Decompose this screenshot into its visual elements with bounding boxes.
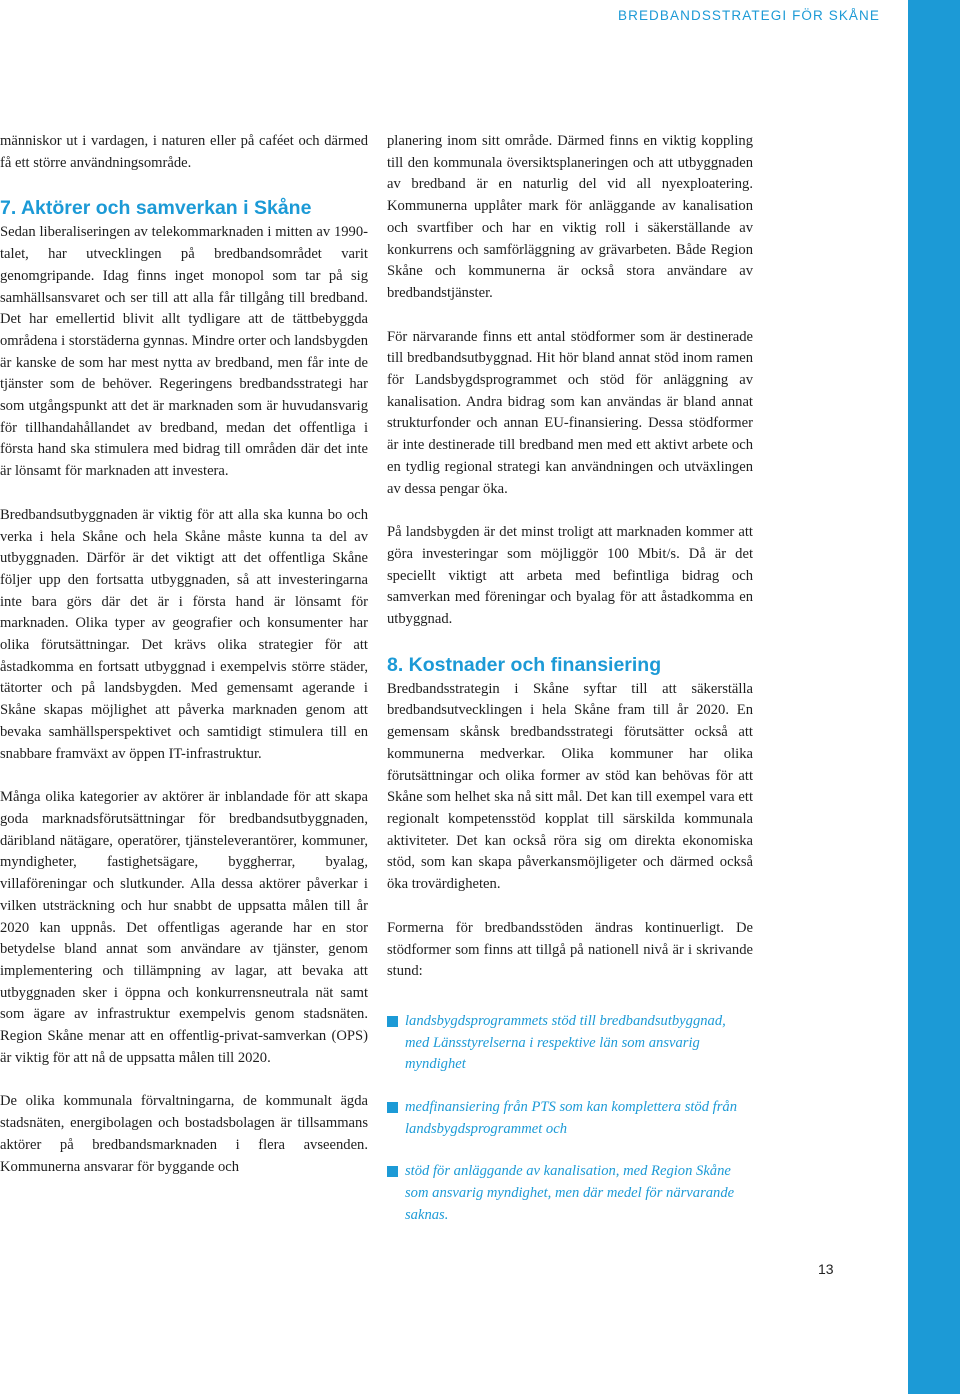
section-heading-7: 7. Aktörer och samverkan i Skåne	[0, 197, 312, 220]
section-heading-8: 8. Kostnader och finansiering	[387, 653, 662, 676]
accent-side-bar	[908, 0, 960, 1394]
paragraph: De olika kommunala förvaltningarna, de kommunalt ägda stadsnäten, energibolagen och bostadsbolagen är tillsammans aktörer på bredbandsmarknaden i flera avseenden. Kommunerna ansvarar för byggande och	[0, 1093, 368, 1175]
paragraph: Sedan liberaliseringen av telekommarknaden i mitten av 1990-talet, har utvecklingen på bredbandsområdet varit genomgripande. Idag finns inget monopol som tar på sig samhällsansvaret och ser till att alla får tillgång till bredband. Det har emellertid blivit allt tydligare att de tättbebyggda områdena i storstäderna gynnas. Mindre orter och landsbygden är kanske de som har mest nytta av bredband, men får inte de tjänster som de behöver. Regeringens bredbandsstrategi har som utgångspunkt att det är marknaden som är huvudansvarig för tillhandahållandet av bredband, medan det offentliga i första hand ska stimulera med bidrag till områden där det inte är lönsamt för marknaden att investera.	[0, 224, 368, 480]
square-bullet-icon	[387, 1166, 398, 1177]
list-item	[387, 1097, 753, 1140]
paragraph: Formerna för bredbandsstöden ändras kontinuerligt. De stödformer som finns att tillgå på nationell nivå är i skrivande stund:	[387, 919, 753, 980]
square-bullet-icon	[387, 1016, 398, 1027]
paragraph: människor ut i vardagen, i naturen eller på caféet och därmed få ett större användningsområde.	[0, 133, 368, 171]
page-number: 13	[818, 1261, 834, 1277]
list-item-text: stöd för anläggande av kanalisation, med Region Skåne som ansvarig myndighet, men där medel för närvarande saknas.	[405, 1163, 735, 1223]
paragraph: För närvarande finns ett antal stödformer som är destinerade till bredbandsutbyggnad. Hit hör bland annat stöd inom ramen för Landsbygdsprogrammet och stöd för anläggning av kanalisation. Andra bidrag som kan användas är bland annat strukturfonder och annan EU-finansiering. Dessa stödformer är inte destinerade till bredband men med ett aktivt arbete och en tydlig regional strategi kan användningen och utväxlingen av dessa pengar öka.	[387, 328, 753, 497]
list-item	[387, 1161, 753, 1226]
list-item	[387, 1011, 753, 1076]
list-item-text: medfinansiering från PTS som kan komplettera stöd från landsbygdsprogrammet och	[405, 1099, 737, 1137]
right-column	[387, 131, 753, 1248]
paragraph: På landsbygden är det minst troligt att marknaden kommer att göra investeringar som möjliggör 100 Mbit/s. Då är det speciellt viktigt att arbeta med befintliga bidrag och samverkan med föreningar och byalag för att åstadkomma en utbyggnad.	[387, 524, 753, 628]
paragraph: planering inom sitt område. Därmed finns en viktig koppling till den kommunala översiktsplaneringen och att utbyggnaden av bredband är en naturlig del vid all nyexploatering. Kommunerna upplåter mark för anläggande av kanalisation och svartfiber och har en viktig roll i säkerställande av konkurrens och samförläggning av grävarbeten. Både Region Skåne och kommunerna är också stora användare av bredbandstjänster.	[387, 133, 753, 301]
support-forms-list	[387, 1011, 753, 1227]
list-item-text: landsbygdsprogrammets stöd till bredbandsutbyggnad, med Länsstyrelserna i respektive län som ansvarig myndighet	[405, 1012, 726, 1073]
paragraph: Bredbandsutbyggnaden är viktig för att alla ska kunna bo och verka i hela Skåne och hela Skåne måste kunna ta del av utbyggnaden. Därför är det viktigt att det offentliga Skåne följer upp den fortsatta utbyggnaden, så att investeringarna inte bara görs där det är i första hand är lönsamt för marknaden. Olika typer av geografier och konsumenter har olika förutsättningar. Det krävs olika strategier för att åstadkomma en fortsatt utbyggnad i exempelvis större städer, tätorter och på landsbygden. Med gemensamt agerande i Skåne skapas möjlighet att påverka marknaden genom att bevaka samhällsperspektivet och samtidigt stimulera till en snabbare framväxt av öppen IT-infrastruktur.	[0, 506, 368, 762]
paragraph: Bredbandsstrategin i Skåne syftar till att säkerställa bredbandsutvecklingen i hela Skåne fram till år 2020. En gemensam skånsk bredbandsstrategi förutsätter också att kommunerna medverkar. Olika kommuner har olika förutsättningar och olika former av stöd kan behövas för att Skåne som helhet ska nå sitt mål. Det kan till exempel vara ett regionalt kompetensstöd kopplat till särskilda kommunala aktiviteter. Det kan också röra sig om direkta ekonomiska stöd, som kan skapa påverkansmöjligeter och därmed också öka trovärdigheten.	[387, 680, 753, 893]
paragraph: Många olika kategorier av aktörer är inblandade för att skapa goda marknadsförutsättningar för bredbandsutbyggnaden, däribland nätägare, operatörer, tjänsteleverantörer, kommuner, myndigheter, fastighetsägare, byggherrar, byalag, villaföreningar och slutkunder. Alla dessa aktörer påverkar i vilken utsträckning och hur snabbt de uppsatta målen till år 2020 kan uppnås. Det offentligas agerande har en stor betydelse bland annat som användare av tjänster, genom implementering och tillämpning av lagar, att bevaka att utbyggnaden sker i öppna och konkurrensneutrala nät samt som ägare av infrastruktur exempelvis genom stadsnäten. Region Skåne menar att en offentlig-privat-samverkan (OPS) är viktig för att nå de uppsatta målen till 2020.	[0, 789, 368, 1066]
square-bullet-icon	[387, 1102, 398, 1113]
running-head: BREDBANDSSTRATEGI FÖR SKÅNE	[618, 8, 880, 23]
left-column	[0, 131, 368, 1200]
